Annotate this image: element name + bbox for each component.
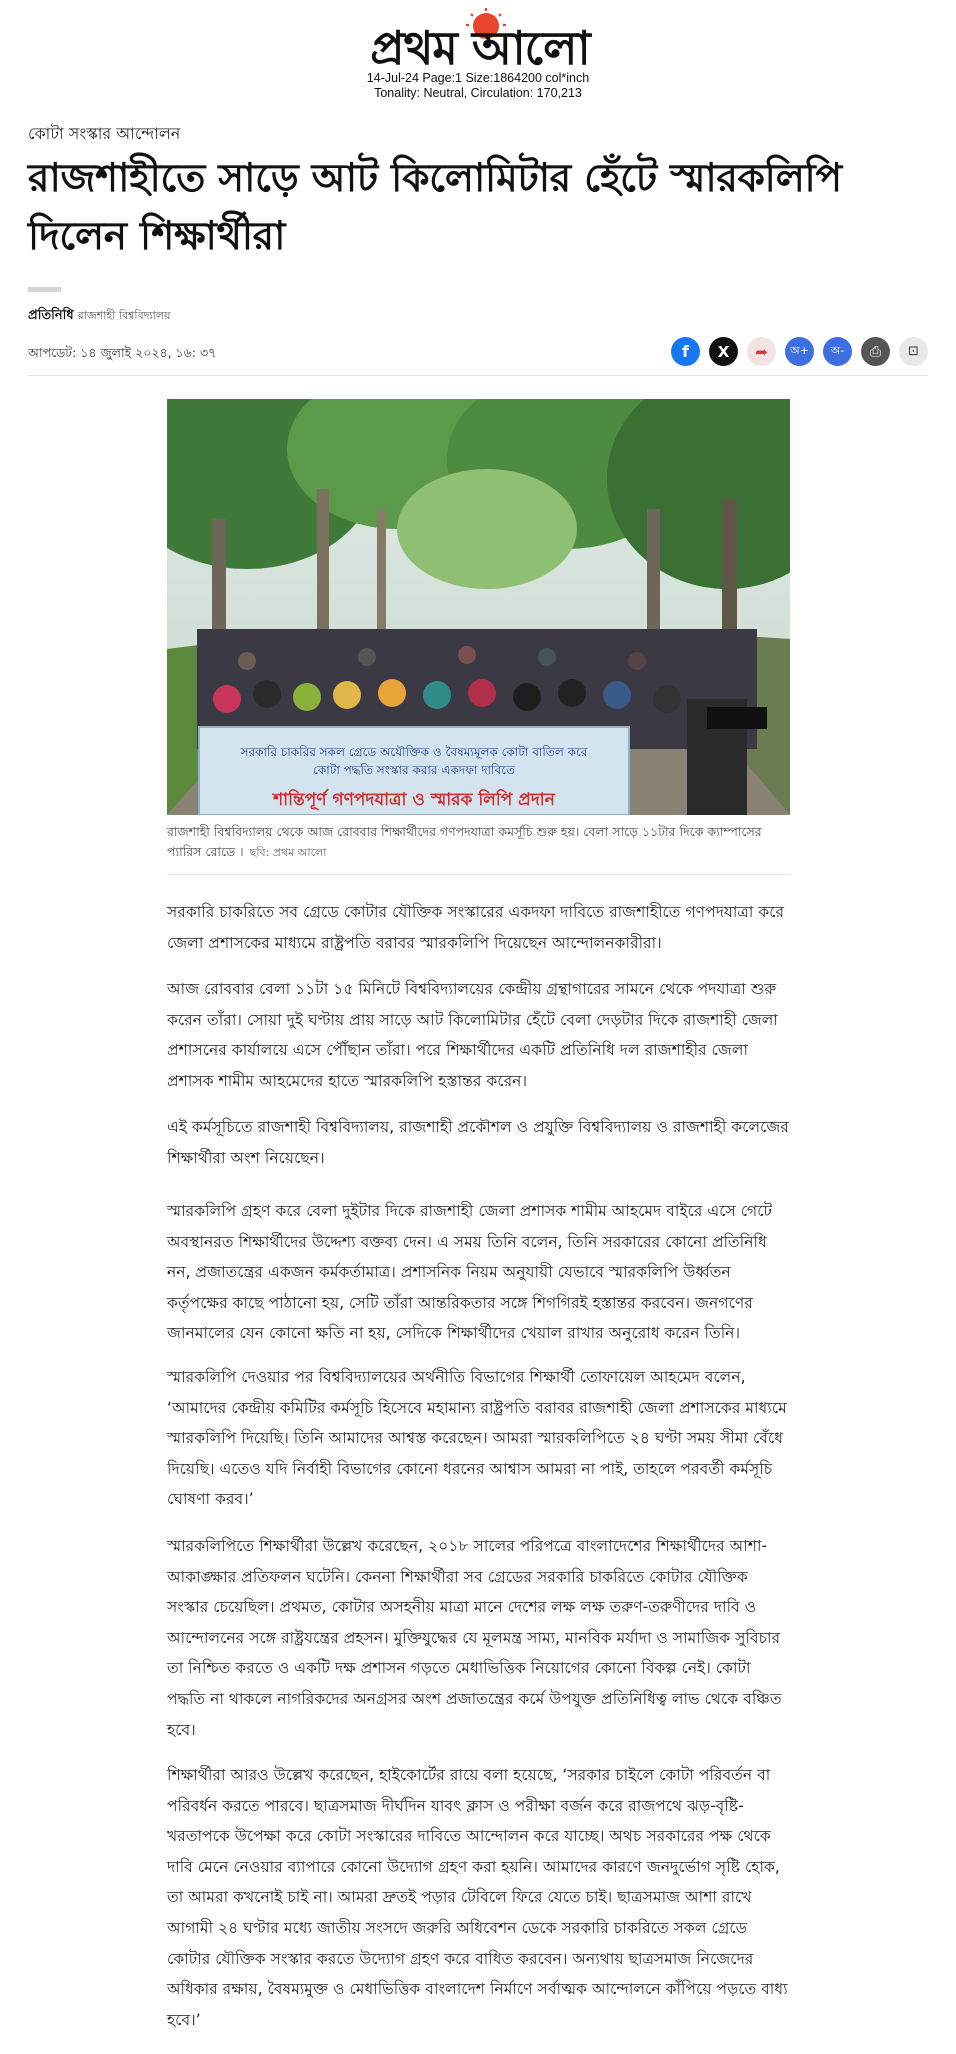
paragraph-6: স্মারকলিপিতে শিক্ষার্থীরা উল্লেখ করেছেন, ২০১৮ সালের পরিপত্রে বাংলাদেশের শিক্ষার্থীদের আশা-আকাঙ্ক্ষার প্রতিফলন ঘটেনি। কেননা শিক্ষার্থীরা সব গ্রেডের সরকারি চাকরিতে কোটার যৌক্তিক সংস্কার চেয়েছিল। প্রথমত, কোটার অসহনীয় মাত্রা মানে দেশের লক্ষ লক্ষ তরুণ-তরুণীদের দাবি ও আন্দোলনের সঙ্গে রাষ্ট্রযন্ত্রের প্রহসন। মুক্তিযুদ্ধের যে মূলমন্ত্র সাম্য, মানবিক মর্যাদা ও সামাজিক সুবিচার তা নিশ্চিত করতে ও একটি দক্ষ প্রশাসন গড়তে মেধাভিত্তিক নিয়োগের কোনো বিকল্প নেই। কোটা পদ্ধতি না থাকলে নাগরিকদের অনগ্রসর অংশ প্রজাতন্ত্রের কর্মে উপযুক্ত প্রতিনিধিত্ব লাভ থেকে বঞ্চিত হবে।: [167, 1537, 782, 1739]
caption-credit: ছবি: প্রথম আলো: [249, 846, 327, 859]
font-increase-icon[interactable]: অ+: [785, 337, 814, 366]
updated-timestamp: আপডেট: ১৪ জুলাই ২০২৪, ১৬: ৩৭: [28, 345, 217, 360]
x-twitter-icon[interactable]: X: [709, 337, 738, 366]
article-category[interactable]: কোটা সংস্কার আন্দোলন: [28, 124, 181, 143]
share-toolbar: [671, 337, 928, 366]
logo-text: প্রথম আলো: [370, 21, 590, 70]
banner-line-1: সরকারি চাকরির সকল গ্রেডে অযৌক্তিক ও বৈষম্যমূলক কোটা বাতিল করে: [240, 745, 588, 759]
bookmark-icon[interactable]: ⊡: [899, 337, 928, 366]
share-forward-icon[interactable]: ➦: [747, 337, 776, 366]
paragraph-1: সরকারি চাকরিতে সব গ্রেডে কোটার যৌক্তিক সংস্কারের একদফা দাবিতে রাজশাহীতে গণপদযাত্রা করে জেলা প্রশাসকের মাধ্যমে রাষ্ট্রপতি বরাবর স্মারকলিপি দিয়েছেন আন্দোলনকারীরা।: [167, 903, 785, 952]
byline-location: রাজশাহী বিশ্ববিদ্যালয়: [77, 309, 171, 322]
clip-meta-size: 14-Jul-24 Page:1 Size:1864200 col*inch: [366, 71, 590, 85]
font-decrease-icon[interactable]: অ-: [823, 337, 852, 366]
protest-photo-illustration: [167, 399, 790, 815]
paragraph-2: আজ রোববার বেলা ১১টা ১৫ মিনিটে বিশ্ববিদ্যালয়ের কেন্দ্রীয় গ্রন্থাগারের সামনে থেকে পদযাত্রা শুরু করেন তাঁরা। সোয়া দুই ঘণ্টায় প্রায় সাড়ে আট কিলোমিটার হেঁটে বেলা দেড়টার দিকে রাজশাহী জেলা প্রশাসনের কার্যালয়ে এসে পৌঁছান তাঁরা। পরে শিক্ষার্থীদের একটি প্রতিনিধি দল রাজশাহীর জেলা প্রশাসক শামীম আহমেদের হাতে স্মারকলিপি হস্তান্তর করেন।: [167, 980, 778, 1090]
paragraph-5: স্মারকলিপি দেওয়ার পর বিশ্ববিদ্যালয়ের অর্থনীতি বিভাগের শিক্ষার্থী তোফায়েল আহমেদ বলেন, ‘আমাদের কেন্দ্রীয় কমিটির কর্মসূচি হিসেবে মহামান্য রাষ্ট্রপতি বরাবর রাজশাহী জেলা প্রশাসকের মাধ্যমে স্মারকলিপি দিয়েছি। তিনি আমাদের আশ্বস্ত করেছেন। আমরা স্মারকলিপিতে ২৪ ঘণ্টা সময় সীমা বেঁধে দিয়েছি। এতেও যদি নির্বাহী বিভাগের কোনো ধরনের আশ্বাস আমরা না পাই, তাহলে পরবর্তী কর্মসূচি ঘোষণা করব।’: [167, 1368, 787, 1509]
banner-line-3: শান্তিপূর্ণ গণপদযাত্রা ও স্মারক লিপি প্রদান: [273, 790, 555, 810]
paragraph-3: এই কর্মসূচিতে রাজশাহী বিশ্ববিদ্যালয়, রাজশাহী প্রকৌশল ও প্রযুক্তি বিশ্ববিদ্যালয় ও রাজশাহী কলেজের শিক্ষার্থীরা অংশ নিয়েছেন।: [167, 1118, 789, 1167]
caption-divider: [167, 874, 790, 875]
divider-accent: [28, 287, 61, 292]
paragraph-4: স্মারকলিপি গ্রহণ করে বেলা দুইটার দিকে রাজশাহী জেলা প্রশাসক শামীম আহমেদ বাইরে এসে গেটে অবস্থানরত শিক্ষার্থীদের উদ্দেশ্য বক্তব্য দেন। এ সময় তিনি বলেন, তিনি সরকারের কোনো প্রতিনিধি নন, প্রজাতন্ত্রের একজন কর্মকর্তামাত্র। প্রশাসনিক নিয়ম অনুযায়ী যেভাবে স্মারকলিপি উর্ধ্বতন কর্তৃপক্ষের কাছে পাঠানো হয়, সেটি তাঁরা আন্তরিকতার সঙ্গে শিগগিরই হস্তান্তর করবেন। জনগণের জানমালের যেন কোনো ক্ষতি না হয়, সেদিকে শিক্ষার্থীদের খেয়াল রাখার অনুরোধ করেন তিনি।: [167, 1202, 773, 1343]
prothom-alo-logo[interactable]: [340, 8, 620, 70]
print-icon[interactable]: ⎙: [861, 337, 890, 366]
article-headline: রাজশাহীতে সাড়ে আট কিলোমিটার হেঁটে স্মারকলিপি দিলেন শিক্ষার্থীরা: [28, 156, 842, 259]
banner-line-2: কোটা পদ্ধতি সংস্কার করার একদফা দাবিতে: [313, 763, 515, 777]
article-photo[interactable]: [167, 399, 790, 815]
byline-author[interactable]: প্রতিনিধি: [28, 308, 74, 323]
photo-caption: [167, 822, 790, 863]
facebook-icon[interactable]: f: [671, 337, 700, 366]
masthead: [0, 0, 956, 105]
clip-meta-tonality: Tonality: Neutral, Circulation: 170,213: [374, 86, 582, 100]
paragraph-7: শিক্ষার্থীরা আরও উল্লেখ করেছেন, হাইকোর্টের রায়ে বলা হয়েছে, ‘সরকার চাইলে কোটা পরিবর্তন বা পরিবর্ধন করতে পারবে। ছাত্রসমাজ দীর্ঘদিন যাবৎ ক্লাস ও পরীক্ষা বর্জন করে রাজপথে ঝড়-বৃষ্টি-খরতাপকে উপেক্ষা করে কোটা সংস্কারের দাবিতে আন্দোলন করে যাচ্ছে। অথচ সরকারের পক্ষ থেকে দাবি মেনে নেওয়ার ব্যাপারে কোনো উদ্যোগ গ্রহণ করা হয়নি। আমাদের কারণে জনদুর্ভোগ সৃষ্টি হোক, তা আমরা কখনোই চাই না। আমরা দ্রুতই পড়ার টেবিলে ফিরে যেতে চাই। ছাত্রসমাজ আশা রাখে আগামী ২৪ ঘণ্টার মধ্যে জাতীয় সংসদে জরুরি অধিবেশন ডেকে সরকারি চাকরিতে সকল গ্রেডে কোটার যৌক্তিক সংস্কার করতে উদ্যোগ গ্রহণ করে বাধিত করবেন। অন্যথায় ছাত্রসমাজ নিজেদের অধিকার রক্ষায়, বৈষম্যমুক্ত ও মেধাভিত্তিক বাংলাদেশ নির্মাণে সর্বাত্মক আন্দোলনে কাঁপিয়ে পড়তে বাধ্য হবে।’: [167, 1766, 788, 2029]
header-divider: [28, 375, 928, 376]
byline: [28, 306, 171, 327]
caption-text: রাজশাহী বিশ্ববিদ্যালয় থেকে আজ রোববার শিক্ষার্থীদের গণপদযাত্রা কমর্সূচি শুরু হয়। বেলা সাড়ে ১১টার দিকে ক্যাম্পাসের প্যারিস রোডে ।: [167, 824, 762, 859]
